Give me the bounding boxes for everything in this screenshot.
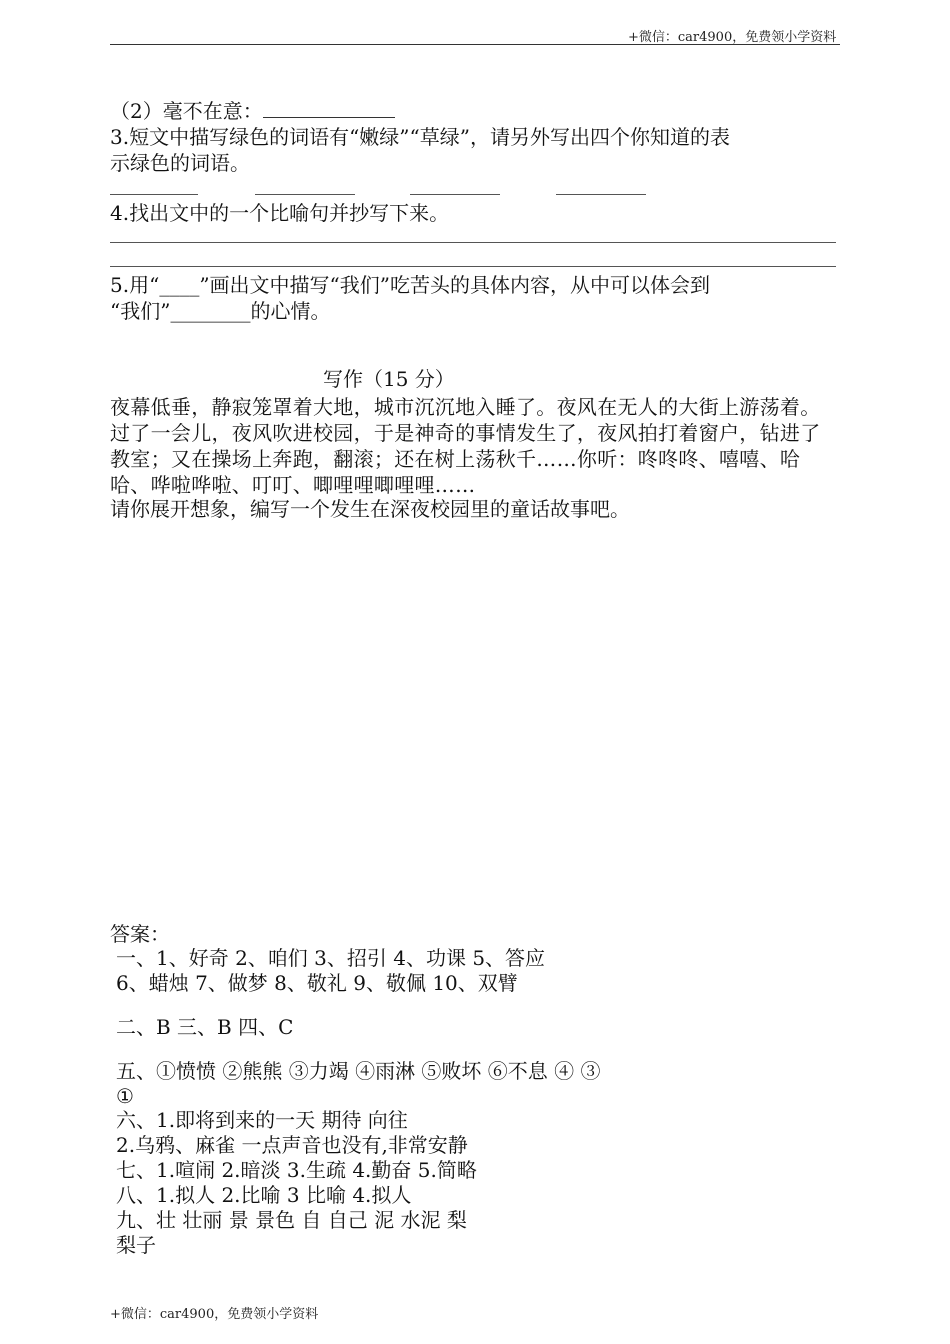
answer-blank[interactable] bbox=[556, 194, 646, 195]
writing-instruction: 请你展开想象，编写一个发生在深夜校园里的童话故事吧。 bbox=[110, 497, 630, 521]
question-2-item bbox=[110, 98, 395, 124]
answer-row: 九、壮 壮丽 景 景色 自 自己 泥 水泥 梨 bbox=[116, 1208, 467, 1232]
header-rule bbox=[110, 44, 840, 45]
q5-prefix: 5.用“ bbox=[110, 273, 160, 297]
question-5-line1 bbox=[110, 272, 710, 298]
question-5-line2 bbox=[110, 298, 330, 324]
answer-row: 梨子 bbox=[116, 1233, 156, 1257]
q5-blank-mark: ____ bbox=[159, 273, 200, 297]
q5-line2-prefix: “我们” bbox=[110, 299, 171, 323]
answer-row: 6、蜡烛 7、做梦 8、敬礼 9、敬佩 10、双臂 bbox=[116, 971, 518, 995]
header-note: +微信：car4900，免费领小学资料 bbox=[628, 30, 837, 45]
q5-line2-blank[interactable]: ________ bbox=[170, 299, 251, 323]
answer-row: 2.乌鸦、麻雀 一点声音也没有,非常安静 bbox=[116, 1133, 468, 1157]
question-3-line1: 3.短文中描写绿色的词语有“嫩绿”“草绿”，请另外写出四个你知道的表 bbox=[110, 125, 730, 149]
q5-rest: ”画出文中描写“我们”吃苦头的具体内容，从中可以体会到 bbox=[199, 273, 710, 297]
answer-row: ① bbox=[116, 1084, 134, 1108]
answer-row: 六、1.即将到来的一天 期待 向往 bbox=[116, 1108, 408, 1132]
writing-title: 写作（15 分） bbox=[323, 367, 455, 391]
question-2-label: （2）毫不在意： bbox=[110, 99, 263, 123]
footer-note: +微信：car4900，免费领小学资料 bbox=[110, 1307, 319, 1322]
answer-line[interactable] bbox=[110, 266, 836, 267]
answer-row: 二、B 三、B 四、C bbox=[116, 1015, 294, 1039]
answer-blank[interactable] bbox=[255, 194, 355, 195]
question-3-line2: 示绿色的词语。 bbox=[110, 151, 250, 175]
answer-line[interactable] bbox=[110, 242, 836, 243]
question-4: 4.找出文中的一个比喻句并抄写下来。 bbox=[110, 201, 450, 225]
answer-blank[interactable] bbox=[263, 99, 395, 118]
answer-blank[interactable] bbox=[110, 194, 198, 195]
answer-row: 八、1.拟人 2.比喻 3 比喻 4.拟人 bbox=[116, 1183, 412, 1207]
answers-title: 答案： bbox=[110, 922, 170, 946]
answer-row: 一、1、好奇 2、咱们 3、招引 4、功课 5、答应 bbox=[116, 946, 546, 970]
answer-row: 七、1.喧闹 2.暗淡 3.生疏 4.勤奋 5.简略 bbox=[116, 1158, 477, 1182]
answer-blank[interactable] bbox=[410, 194, 500, 195]
q5-line2-suffix: 的心情。 bbox=[250, 299, 331, 323]
writing-prompt: 夜幕低垂，静寂笼罩着大地，城市沉沉地入睡了。夜风在无人的大街上游荡着。过了一会儿，夜风吹进校园，于是神奇的事情发生了，夜风拍打着窗户，钻进了教室；又在操场上奔跑，翻滚；还在树上荡秋千……你听：咚咚咚、嘻嘻、哈哈、哗啦哗啦、叮叮、唧哩哩唧哩哩…… bbox=[110, 395, 821, 497]
answer-row: 五、①愤愤 ②熊熊 ③力竭 ④雨淋 ⑤败坏 ⑥不息 ④ ③ bbox=[116, 1059, 601, 1083]
